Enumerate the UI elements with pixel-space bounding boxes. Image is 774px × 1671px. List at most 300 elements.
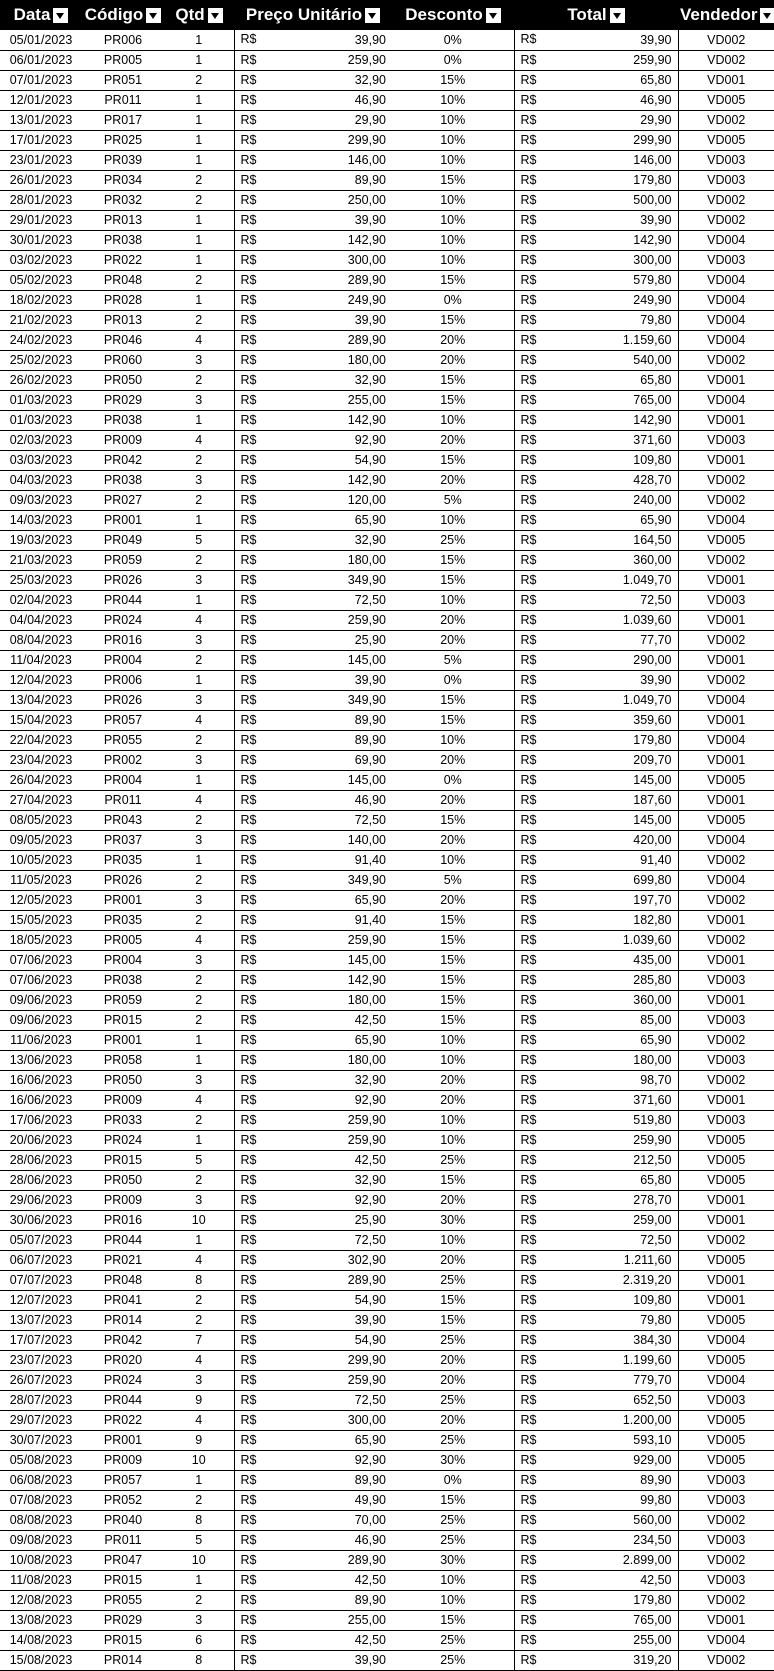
cell-vendedor: VD002 [678, 350, 774, 370]
cell-desconto: 10% [392, 210, 514, 230]
currency-symbol: R$ [520, 1052, 537, 1067]
filter-dropdown-icon[interactable] [53, 8, 68, 23]
column-header-label: Data [13, 5, 51, 25]
amount-value: 46,90 [640, 93, 672, 107]
cell-preco-unitario [234, 1650, 392, 1670]
cell-data: 27/04/2023 [0, 790, 82, 810]
cell-data: 11/05/2023 [0, 870, 82, 890]
filter-dropdown-icon[interactable] [208, 8, 223, 23]
cell-preco-unitario [234, 850, 392, 870]
amount-value: 39,90 [640, 673, 672, 687]
cell-data: 13/08/2023 [0, 1610, 82, 1630]
cell-data: 04/03/2023 [0, 470, 82, 490]
currency-symbol: R$ [520, 192, 537, 207]
table-row [0, 770, 774, 790]
cell-codigo: PR046 [82, 330, 164, 350]
cell-vendedor: VD001 [678, 750, 774, 770]
table-row [0, 830, 774, 850]
amount-value: 180,00 [347, 1053, 386, 1067]
cell-desconto: 25% [392, 1430, 514, 1450]
cell-preco-unitario [234, 450, 392, 470]
currency-symbol: R$ [240, 1572, 257, 1587]
cell-data: 30/07/2023 [0, 1430, 82, 1450]
amount-value: 92,90 [354, 1193, 386, 1207]
currency-symbol: R$ [520, 1252, 537, 1267]
cell-desconto: 15% [392, 1010, 514, 1030]
cell-total [514, 1390, 678, 1410]
cell-desconto: 20% [392, 610, 514, 630]
amount-value: 42,50 [640, 1573, 672, 1587]
cell-preco-unitario [234, 150, 392, 170]
amount-value: 289,90 [347, 1553, 386, 1567]
cell-desconto: 20% [392, 330, 514, 350]
cell-codigo: PR041 [82, 1290, 164, 1310]
cell-data: 24/02/2023 [0, 330, 82, 350]
cell-total [514, 1150, 678, 1170]
cell-vendedor: VD005 [678, 90, 774, 110]
cell-desconto: 5% [392, 490, 514, 510]
cell-total [514, 30, 678, 50]
amount-value: 300,00 [347, 1413, 386, 1427]
table-row [0, 1470, 774, 1490]
cell-total [514, 630, 678, 650]
cell-preco-unitario [234, 750, 392, 770]
cell-qtd: 1 [164, 1030, 234, 1050]
cell-preco-unitario [234, 670, 392, 690]
cell-total [514, 570, 678, 590]
column-header-preco-unitario[interactable] [234, 0, 392, 30]
cell-codigo: PR043 [82, 810, 164, 830]
table-row [0, 1110, 774, 1130]
amount-value: 142,90 [347, 473, 386, 487]
amount-value: 179,80 [633, 733, 672, 747]
cell-vendedor: VD002 [678, 470, 774, 490]
amount-value: 180,00 [633, 1053, 672, 1067]
cell-desconto: 10% [392, 1110, 514, 1130]
column-header-qtd[interactable] [164, 0, 234, 30]
cell-total [514, 1130, 678, 1150]
cell-total [514, 270, 678, 290]
amount-value: 65,90 [640, 513, 672, 527]
currency-symbol: R$ [240, 1592, 257, 1607]
cell-vendedor: VD003 [678, 1110, 774, 1130]
cell-preco-unitario [234, 1110, 392, 1130]
cell-data: 30/01/2023 [0, 230, 82, 250]
currency-symbol: R$ [240, 1072, 257, 1087]
cell-preco-unitario [234, 570, 392, 590]
currency-symbol: R$ [520, 1372, 537, 1387]
table-row [0, 730, 774, 750]
currency-symbol: R$ [520, 612, 537, 627]
amount-value: 1.039,60 [622, 613, 672, 627]
table-row [0, 130, 774, 150]
table-row [0, 610, 774, 630]
cell-data: 17/01/2023 [0, 130, 82, 150]
amount-value: 349,90 [347, 573, 386, 587]
cell-total [514, 1230, 678, 1250]
amount-value: 259,90 [347, 613, 386, 627]
currency-symbol: R$ [520, 52, 537, 67]
cell-qtd: 3 [164, 470, 234, 490]
amount-value: 142,90 [347, 233, 386, 247]
cell-qtd: 2 [164, 1310, 234, 1330]
cell-total [514, 1050, 678, 1070]
cell-codigo: PR006 [82, 670, 164, 690]
cell-desconto: 10% [392, 1230, 514, 1250]
cell-data: 23/07/2023 [0, 1350, 82, 1370]
cell-total [514, 90, 678, 110]
table-row [0, 750, 774, 770]
cell-preco-unitario [234, 930, 392, 950]
cell-total [514, 1470, 678, 1490]
cell-data: 09/06/2023 [0, 990, 82, 1010]
cell-preco-unitario [234, 1430, 392, 1450]
cell-preco-unitario [234, 130, 392, 150]
filter-dropdown-icon[interactable] [146, 8, 161, 23]
cell-codigo: PR040 [82, 1510, 164, 1530]
amount-value: 255,00 [633, 1633, 672, 1647]
cell-vendedor: VD004 [678, 330, 774, 350]
table-row [0, 1370, 774, 1390]
cell-total [514, 350, 678, 370]
cell-preco-unitario [234, 270, 392, 290]
cell-codigo: PR029 [82, 1610, 164, 1630]
cell-vendedor: VD002 [678, 1650, 774, 1670]
cell-data: 12/01/2023 [0, 90, 82, 110]
amount-value: 39,90 [354, 313, 386, 327]
currency-symbol: R$ [520, 1232, 537, 1247]
amount-value: 1.159,60 [622, 333, 672, 347]
cell-vendedor: VD004 [678, 230, 774, 250]
filter-dropdown-icon[interactable] [610, 8, 625, 23]
cell-vendedor: VD004 [678, 290, 774, 310]
cell-codigo: PR004 [82, 770, 164, 790]
amount-value: 72,50 [354, 1393, 386, 1407]
currency-symbol: R$ [520, 1452, 537, 1467]
cell-codigo: PR001 [82, 510, 164, 530]
cell-desconto: 25% [392, 1330, 514, 1350]
table-row [0, 870, 774, 890]
column-header-desconto[interactable] [392, 0, 514, 30]
cell-qtd: 1 [164, 30, 234, 50]
currency-symbol: R$ [520, 552, 537, 567]
amount-value: 85,00 [640, 1013, 672, 1027]
filter-dropdown-icon[interactable] [365, 8, 380, 23]
amount-value: 2.319,20 [622, 1273, 672, 1287]
currency-symbol: R$ [520, 872, 537, 887]
cell-total [514, 290, 678, 310]
currency-symbol: R$ [520, 1212, 537, 1227]
cell-desconto: 10% [392, 510, 514, 530]
cell-desconto: 20% [392, 1350, 514, 1370]
amount-value: 89,90 [354, 1473, 386, 1487]
cell-vendedor: VD002 [678, 1070, 774, 1090]
cell-total [514, 610, 678, 630]
cell-codigo: PR035 [82, 850, 164, 870]
table-row [0, 670, 774, 690]
cell-desconto: 10% [392, 230, 514, 250]
amount-value: 72,50 [354, 1233, 386, 1247]
currency-symbol: R$ [240, 1332, 257, 1347]
currency-symbol: R$ [240, 292, 257, 307]
cell-codigo: PR025 [82, 130, 164, 150]
cell-preco-unitario [234, 810, 392, 830]
cell-preco-unitario [234, 1210, 392, 1230]
cell-codigo: PR001 [82, 1430, 164, 1450]
cell-vendedor: VD005 [678, 130, 774, 150]
amount-value: 278,70 [633, 1193, 672, 1207]
cell-total [514, 550, 678, 570]
cell-qtd: 7 [164, 1330, 234, 1350]
cell-total [514, 1330, 678, 1350]
currency-symbol: R$ [240, 652, 257, 667]
amount-value: 65,80 [640, 373, 672, 387]
filter-dropdown-icon[interactable] [760, 8, 774, 23]
cell-desconto: 15% [392, 170, 514, 190]
cell-data: 04/04/2023 [0, 610, 82, 630]
cell-desconto: 5% [392, 870, 514, 890]
cell-total [514, 1430, 678, 1450]
amount-value: 1.039,60 [622, 933, 672, 947]
cell-qtd: 5 [164, 530, 234, 550]
table-row [0, 1210, 774, 1230]
cell-total [514, 1410, 678, 1430]
currency-symbol: R$ [240, 1372, 257, 1387]
amount-value: 500,00 [633, 193, 672, 207]
table-row [0, 850, 774, 870]
currency-symbol: R$ [520, 1172, 537, 1187]
cell-vendedor: VD003 [678, 150, 774, 170]
cell-qtd: 10 [164, 1210, 234, 1230]
currency-symbol: R$ [520, 1492, 537, 1507]
cell-vendedor: VD003 [678, 590, 774, 610]
cell-codigo: PR048 [82, 1270, 164, 1290]
cell-data: 07/06/2023 [0, 970, 82, 990]
cell-desconto: 20% [392, 1070, 514, 1090]
cell-vendedor: VD001 [678, 950, 774, 970]
cell-preco-unitario [234, 890, 392, 910]
amount-value: 428,70 [633, 473, 672, 487]
cell-qtd: 2 [164, 70, 234, 90]
cell-vendedor: VD001 [678, 610, 774, 630]
cell-desconto: 10% [392, 190, 514, 210]
cell-codigo: PR011 [82, 790, 164, 810]
amount-value: 540,00 [633, 353, 672, 367]
cell-qtd: 2 [164, 910, 234, 930]
cell-qtd: 9 [164, 1430, 234, 1450]
cell-data: 23/04/2023 [0, 750, 82, 770]
amount-value: 360,00 [633, 553, 672, 567]
cell-preco-unitario [234, 830, 392, 850]
currency-symbol: R$ [520, 1192, 537, 1207]
currency-symbol: R$ [520, 1392, 537, 1407]
cell-codigo: PR038 [82, 470, 164, 490]
amount-value: 1.049,70 [622, 693, 672, 707]
cell-codigo: PR029 [82, 390, 164, 410]
cell-preco-unitario [234, 1510, 392, 1530]
table-row [0, 1390, 774, 1410]
currency-symbol: R$ [240, 1032, 257, 1047]
currency-symbol: R$ [520, 1012, 537, 1027]
cell-data: 16/06/2023 [0, 1090, 82, 1110]
cell-desconto: 20% [392, 630, 514, 650]
cell-data: 06/07/2023 [0, 1250, 82, 1270]
currency-symbol: R$ [520, 652, 537, 667]
cell-desconto: 15% [392, 810, 514, 830]
currency-symbol: R$ [240, 1112, 257, 1127]
cell-vendedor: VD005 [678, 530, 774, 550]
amount-value: 65,90 [640, 1033, 672, 1047]
cell-qtd: 4 [164, 1090, 234, 1110]
cell-codigo: PR009 [82, 430, 164, 450]
cell-codigo: PR055 [82, 730, 164, 750]
cell-preco-unitario [234, 1090, 392, 1110]
table-row [0, 1430, 774, 1450]
amount-value: 91,40 [354, 853, 386, 867]
amount-value: 765,00 [633, 1613, 672, 1627]
cell-data: 07/01/2023 [0, 70, 82, 90]
cell-preco-unitario [234, 1010, 392, 1030]
cell-data: 13/04/2023 [0, 690, 82, 710]
amount-value: 371,60 [633, 1093, 672, 1107]
cell-total [514, 710, 678, 730]
cell-codigo: PR034 [82, 170, 164, 190]
amount-value: 349,90 [347, 693, 386, 707]
cell-codigo: PR057 [82, 1470, 164, 1490]
cell-data: 28/06/2023 [0, 1170, 82, 1190]
cell-qtd: 3 [164, 630, 234, 650]
cell-qtd: 4 [164, 1250, 234, 1270]
cell-data: 29/01/2023 [0, 210, 82, 230]
currency-symbol: R$ [520, 332, 537, 347]
cell-desconto: 15% [392, 1290, 514, 1310]
cell-preco-unitario [234, 1410, 392, 1430]
cell-codigo: PR038 [82, 970, 164, 990]
currency-symbol: R$ [240, 1192, 257, 1207]
amount-value: 285,80 [633, 973, 672, 987]
table-row [0, 490, 774, 510]
currency-symbol: R$ [240, 172, 257, 187]
amount-value: 89,90 [354, 713, 386, 727]
cell-desconto: 20% [392, 350, 514, 370]
cell-codigo: PR004 [82, 950, 164, 970]
cell-qtd: 2 [164, 990, 234, 1010]
cell-total [514, 170, 678, 190]
cell-codigo: PR011 [82, 90, 164, 110]
amount-value: 109,80 [633, 1293, 672, 1307]
cell-preco-unitario [234, 170, 392, 190]
column-header-label: Qtd [175, 5, 205, 25]
currency-symbol: R$ [240, 612, 257, 627]
amount-value: 92,90 [354, 1453, 386, 1467]
table-row [0, 1050, 774, 1070]
table-row [0, 1510, 774, 1530]
cell-vendedor: VD002 [678, 190, 774, 210]
currency-symbol: R$ [240, 872, 257, 887]
cell-data: 17/06/2023 [0, 1110, 82, 1130]
cell-qtd: 5 [164, 1150, 234, 1170]
table-row [0, 230, 774, 250]
amount-value: 70,00 [354, 1513, 386, 1527]
cell-vendedor: VD004 [678, 1370, 774, 1390]
table-row [0, 1190, 774, 1210]
currency-symbol: R$ [520, 692, 537, 707]
cell-codigo: PR049 [82, 530, 164, 550]
currency-symbol: R$ [240, 312, 257, 327]
cell-data: 20/06/2023 [0, 1130, 82, 1150]
column-header-vendedor[interactable] [678, 0, 774, 30]
cell-total [514, 590, 678, 610]
currency-symbol: R$ [240, 1172, 257, 1187]
filter-dropdown-icon[interactable] [486, 8, 501, 23]
cell-preco-unitario [234, 1590, 392, 1610]
cell-desconto: 25% [392, 1630, 514, 1650]
table-row [0, 1070, 774, 1090]
cell-preco-unitario [234, 1250, 392, 1270]
amount-value: 180,00 [347, 553, 386, 567]
column-header-data[interactable] [0, 0, 82, 30]
cell-qtd: 3 [164, 750, 234, 770]
cell-data: 17/07/2023 [0, 1330, 82, 1350]
currency-symbol: R$ [240, 452, 257, 467]
currency-symbol: R$ [240, 1132, 257, 1147]
cell-vendedor: VD001 [678, 990, 774, 1010]
cell-data: 18/02/2023 [0, 290, 82, 310]
table-row [0, 630, 774, 650]
table-row [0, 150, 774, 170]
cell-preco-unitario [234, 1190, 392, 1210]
cell-total [514, 1310, 678, 1330]
amount-value: 259,90 [347, 53, 386, 67]
currency-symbol: R$ [240, 332, 257, 347]
table-row [0, 970, 774, 990]
currency-symbol: R$ [520, 212, 537, 227]
cell-preco-unitario [234, 110, 392, 130]
cell-preco-unitario [234, 1310, 392, 1330]
currency-symbol: R$ [520, 1092, 537, 1107]
cell-preco-unitario [234, 1350, 392, 1370]
amount-value: 259,90 [347, 1373, 386, 1387]
cell-codigo: PR042 [82, 1330, 164, 1350]
currency-symbol: R$ [240, 412, 257, 427]
cell-vendedor: VD003 [678, 170, 774, 190]
column-header-codigo[interactable] [82, 0, 164, 30]
table-row [0, 90, 774, 110]
cell-desconto: 20% [392, 790, 514, 810]
cell-codigo: PR009 [82, 1090, 164, 1110]
cell-total [514, 430, 678, 450]
currency-symbol: R$ [240, 932, 257, 947]
cell-qtd: 2 [164, 650, 234, 670]
currency-symbol: R$ [240, 1432, 257, 1447]
currency-symbol: R$ [520, 592, 537, 607]
cell-vendedor: VD004 [678, 1330, 774, 1350]
cell-vendedor: VD005 [678, 1170, 774, 1190]
amount-value: 29,90 [354, 113, 386, 127]
cell-total [514, 1530, 678, 1550]
amount-value: 42,50 [354, 1573, 386, 1587]
amount-value: 1.199,60 [622, 1353, 672, 1367]
cell-preco-unitario [234, 1470, 392, 1490]
column-header-total[interactable] [514, 0, 678, 30]
currency-symbol: R$ [520, 1352, 537, 1367]
cell-qtd: 2 [164, 550, 234, 570]
cell-vendedor: VD003 [678, 1490, 774, 1510]
table-row [0, 1530, 774, 1550]
currency-symbol: R$ [520, 1332, 537, 1347]
cell-codigo: PR044 [82, 1390, 164, 1410]
cell-vendedor: VD001 [678, 1090, 774, 1110]
